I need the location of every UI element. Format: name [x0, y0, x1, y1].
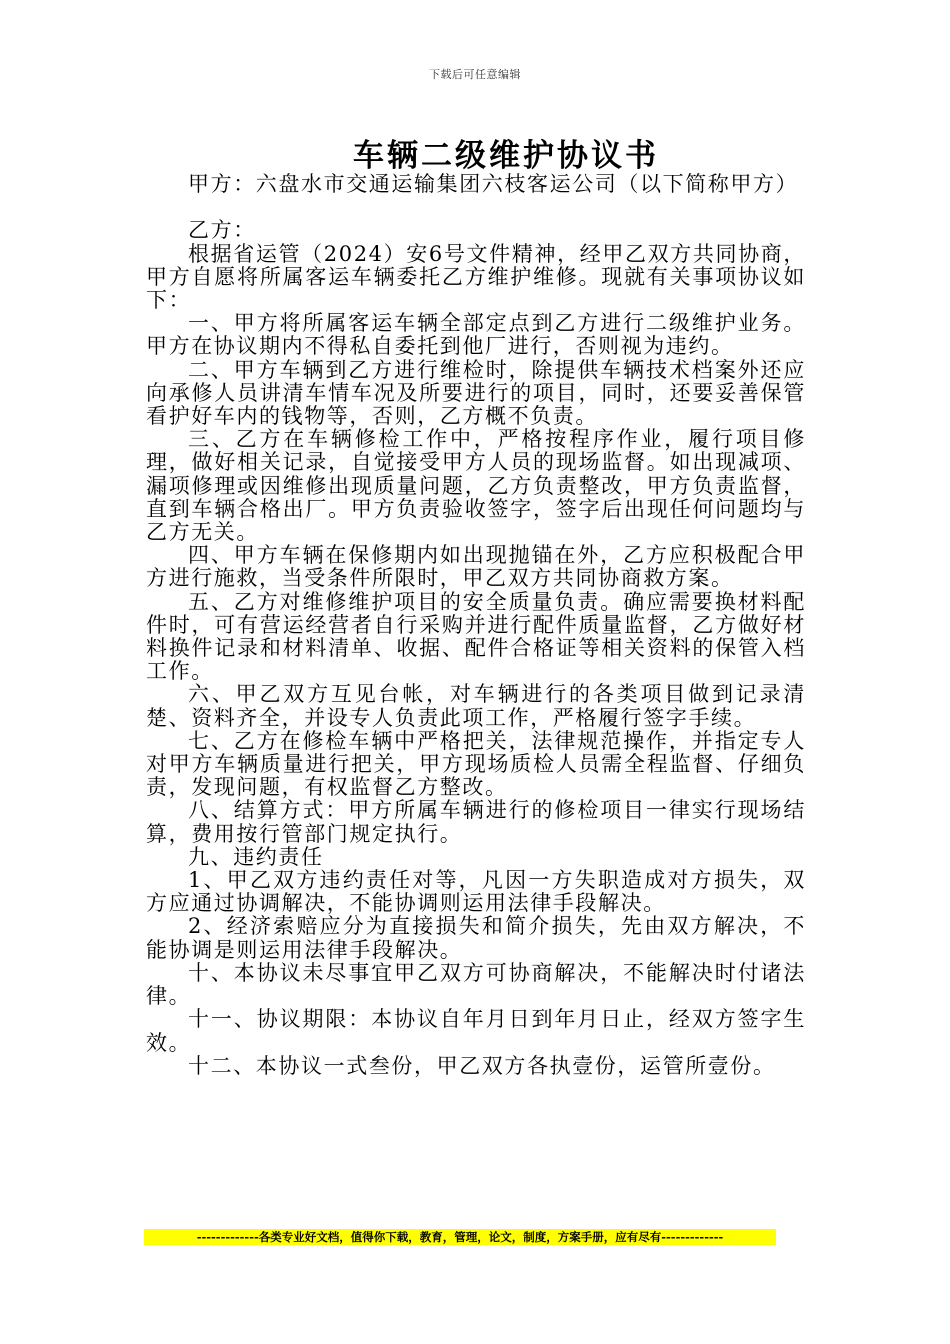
- clause-6: 六、甲乙双方互见台帐，对车辆进行的各类项目做到记录清楚、资料齐全，并设专人负责此项工作，严格履行签字手续。: [146, 682, 806, 730]
- clause-8: 八、结算方式：甲方所属车辆进行的修检项目一律实行现场结算，费用按行管部门规定执行。: [146, 798, 806, 846]
- footer-banner: -------------各类专业好文档，值得你下载，教育，管理，论文，制度，方案手册，应有尽有-------------: [144, 1229, 776, 1245]
- clause-9-item-1: 1、甲乙双方违约责任对等，凡因一方失职造成对方损失，双方应通过协调解决，不能协调则运用法律手段解决。: [146, 868, 806, 916]
- document-body: [146, 173, 806, 1078]
- party-a-line: 甲方：六盘水市交通运输集团六枝客运公司（以下简称甲方）: [188, 172, 799, 196]
- party-b-line: 乙方：: [188, 218, 256, 243]
- clause-3: 三、乙方在车辆修检工作中，严格按程序作业，履行项目修理，做好相关记录，自觉接受甲方人员的现场监督。如出现减项、漏项修理或因维修出现质量问题，乙方负责整改，甲方负责监督，直到车辆合格出厂。甲方负责验收签字，签字后出现任何问题均与乙方无关。: [146, 427, 806, 545]
- clause-10: 十、本协议未尽事宜甲乙双方可协商解决，不能解决时付诸法律。: [146, 960, 806, 1009]
- clause-11: 十一、协议期限：本协议自年月日到年月日止，经双方签字生效。: [146, 1007, 806, 1055]
- clause-5: 五、乙方对维修维护项目的安全质量负责。确应需要换材料配件时，可有营运经营者自行采购并进行配件质量监督，乙方做好材料换件记录和材料清单、收据、配件合格证等相关资料的保管入档工作。: [146, 589, 806, 684]
- intro-paragraph: 根据省运管（2024）安6号文件精神，经甲乙双方共同协商，甲方自愿将所属客运车辆委托乙方维护维修。现就有关事项协议如下：: [146, 241, 806, 312]
- header-note: 下载后可任意编辑: [429, 68, 521, 81]
- clause-7: 七、乙方在修检车辆中严格把关，法律规范操作，并指定专人对甲方车辆质量进行把关，甲方现场质检人员需全程监督、仔细负责，发现问题，有权监督乙方整改。: [146, 728, 806, 800]
- clause-12: 十二、本协议一式叁份，甲乙双方各执壹份，运管所壹份。: [188, 1053, 776, 1078]
- clause-4: 四、甲方车辆在保修期内如出现抛锚在外，乙方应积极配合甲方进行施救，当受条件所限时，甲乙双方共同协商救方案。: [146, 543, 806, 591]
- blank-line: [146, 196, 806, 219]
- document-title: 车辆二级维护协议书: [353, 138, 659, 174]
- clause-2: 二、甲方车辆到乙方进行维检时，除提供车辆技术档案外还应向承修人员讲清车情车况及所要进行的项目，同时，还要妥善保管看护好车内的钱物等，否则，乙方概不负责。: [146, 357, 806, 429]
- clause-9-heading: 九、违约责任: [188, 844, 324, 869]
- clause-9-item-2: 2、经济索赔应分为直接损失和简介损失，先由双方解决，不能协调是则运用法律手段解决。: [146, 914, 806, 962]
- clause-1: 一、甲方将所属客运车辆全部定点到乙方进行二级维护业务。甲方在协议期内不得私自委托到他厂进行，否则视为违约。: [146, 311, 806, 359]
